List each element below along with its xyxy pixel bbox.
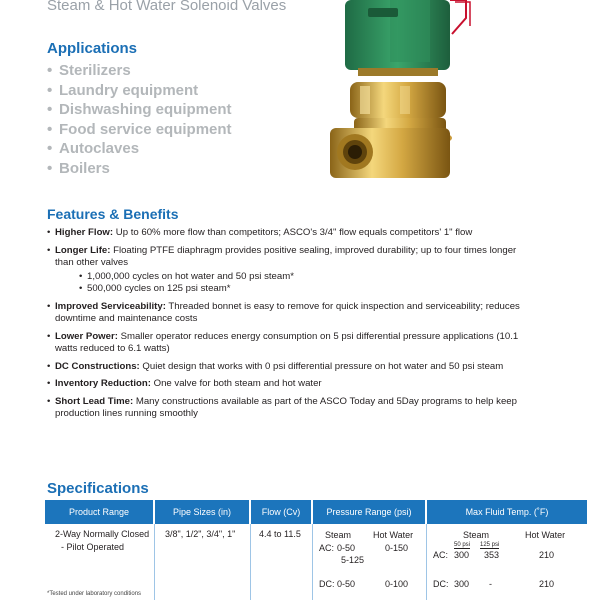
table-header [45,500,587,524]
cell-text: - Pilot Operated [61,542,125,552]
cell-text: Hot Water [373,530,414,540]
sub-item: • 500,000 cycles on 125 psi steam* [79,283,527,296]
pressure-cell [313,524,427,600]
list-item: • Autoclaves [47,140,140,158]
longer-life-sublist [79,271,527,296]
cell-text: Hot Water [525,530,566,540]
flow-cell [251,524,313,600]
cell-text: AC: [319,543,335,553]
feature-item: • Higher Flow: Up to 60% more flow than competitors; ASCO's 3/4" flow equals competitors' 1" flow [47,227,527,240]
cell-text: 2-Way Normally Closed [55,529,150,539]
cell-text: 0-50 [337,579,356,589]
feature-item: • Improved Serviceability: Threaded bonnet is easy to remove for quick inspection and serviceability; reduces downtime and maintenance costs [47,301,527,326]
cell-text: DC: [433,579,449,589]
table-row [45,524,587,600]
cell-text: DC: [319,579,335,589]
feature-item: • Lower Power: Smaller operator reduces energy consumption on 5 psi differential pressure applications (10.1 watts reduced to 6.1 watts) [47,331,527,356]
column-header: Flow (Cv) [251,500,313,524]
cell-text: Steam [463,530,490,540]
cell-text: 125 psi [480,542,500,548]
temp-cell [427,524,587,600]
cell-text: - [489,579,492,589]
list-item: • Food service equipment [47,120,232,138]
cell-text: 300 [454,579,470,589]
cell-text: 5-125 [341,555,365,565]
feature-item: • Short Lead Time: Many constructions available as part of the ASCO Today and 5Day programs to help keep production lines running smoothly [47,396,527,421]
solenoid-valve-image [330,0,530,195]
column-header: Max Fluid Temp. (˚F) [427,500,587,524]
cell-text: Steam [325,530,352,540]
cell-text: AC: [433,550,449,560]
cell-text: 0-100 [385,579,409,589]
list-item: • Sterilizers [47,62,131,79]
cell-text: 3/8", 1/2", 3/4", 1" [165,529,236,539]
cell-text: 50 psi [454,542,471,548]
specifications-table [45,500,587,600]
cell-text: 210 [539,579,555,589]
sub-item: • 1,000,000 cycles on hot water and 50 psi steam* [79,271,527,284]
applications-list [47,62,232,180]
column-header: Product Range [45,500,155,524]
list-item: • Laundry equipment [47,81,199,99]
pipe-sizes-cell [155,524,251,600]
feature-item: • Inventory Reduction: One valve for both steam and hot water [47,378,527,391]
column-header: Pressure Range (psi) [313,500,427,524]
feature-item: • Longer Life: Floating PTFE diaphragm provides positive sealing, improved durability; up to four times longer than other valves • 1,000,000 cycles on hot water and 50 psi steam* • 500,000 cycles on 125 psi steam* [47,245,527,296]
cell-text: 0-150 [385,543,409,553]
specifications-title: Specifications [47,480,149,497]
cell-text: 4.4 to 11.5 [259,529,301,539]
features-title: Features & Benefits [47,206,179,222]
features-list [47,227,527,426]
footnote: *Tested under laboratory conditions [47,591,142,597]
cell-text: 210 [539,550,555,560]
column-header: Pipe Sizes (in) [155,500,251,524]
list-item: • Boilers [47,159,110,177]
feature-item: • DC Constructions: Quiet design that works with 0 psi differential pressure on hot water and 50 psi steam [47,361,527,374]
cell-text: 0-50 [337,543,356,553]
product-range-cell [45,524,155,600]
cell-text: 353 [484,550,500,560]
applications-title: Applications [47,40,138,57]
cell-text: 300 [454,550,470,560]
page-subtitle: Steam & Hot Water Solenoid Valves [47,0,287,14]
list-item: • Dishwashing equipment [47,101,232,119]
